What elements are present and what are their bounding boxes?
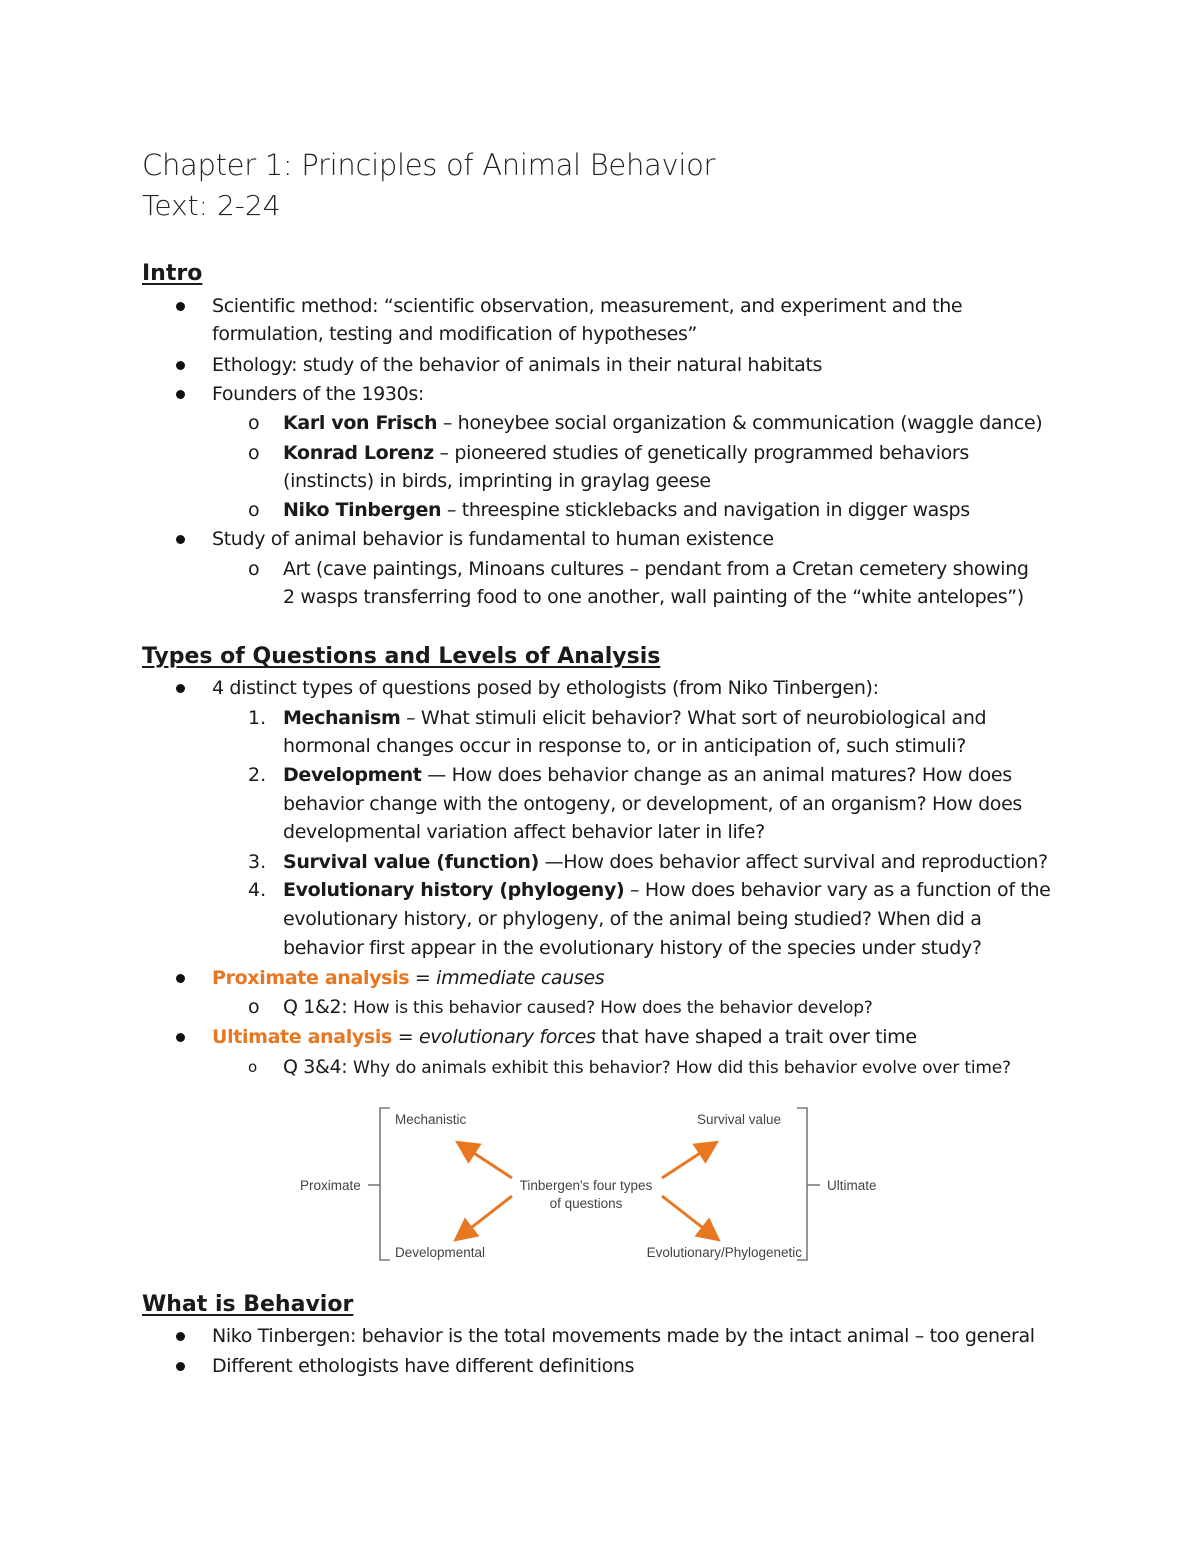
list-number: 1. [248,707,267,729]
types-heading: Types of Questions and Levels of Analysis [142,644,661,669]
sub-bullet-icon: o [248,558,260,580]
bullet-icon [176,302,185,311]
center-label-line2: of questions [549,1196,623,1211]
list-number: 4. [248,879,267,901]
frisch-name: Karl von Frisch [283,412,438,434]
developmental-label: Developmental [395,1245,486,1260]
sub-bullet-icon: o [248,412,260,434]
proximate-term: Proximate analysis [212,967,410,989]
founders-item: Founders of the 1930s: [212,383,424,405]
arrow-to-developmental [458,1196,512,1238]
right-bracket [797,1108,807,1260]
lorenz-name: Konrad Lorenz [283,442,434,464]
study-item: Study of animal behavior is fundamental to human existence [212,528,774,550]
survival-text: —How does behavior affect survival and reproduction? [538,851,1048,873]
ultimate-eq: = [392,1026,419,1048]
art-line2: 2 wasps transferring food to one another, wall painting of the “white antelopes”) [283,586,1024,608]
scientific-method-line2: formulation, testing and modification of hypotheses” [212,323,698,345]
bullet-icon [176,974,185,983]
question-development-line2: behavior change with the ontogeny, or development, of an organism? How does [283,793,1022,815]
question-development-line3: developmental variation affect behavior later in life? [283,821,765,843]
behavior-item-2: Different ethologists have different definitions [212,1355,635,1377]
arrow-to-mechanistic [460,1144,512,1178]
tinbergen-questions-diagram [290,1100,900,1270]
proximate-questions [283,993,873,1022]
art-line1: Art (cave paintings, Minoans cultures – pendant from a Cretan cemetery showing [283,558,1029,580]
founder-lorenz [283,439,969,467]
question-evolutionary-line3: behavior first appear in the evolutionary history of the species under study? [283,937,982,959]
bullet-icon [176,535,185,544]
question-mechanism-line2: hormonal changes occur in response to, or in anticipation of, such stimuli? [283,735,966,757]
distinct-questions-item: 4 distinct types of questions posed by ethologists (from Niko Tinbergen): [212,677,879,699]
development-text: — How does behavior change as an animal matures? How does [421,764,1012,786]
proximate-label: Proximate [300,1178,361,1193]
ethology-definition: Ethology: study of the behavior of animals in their natural habitats [212,354,823,376]
development-term: Development [283,764,422,786]
tinbergen-text: – threespine sticklebacks and navigation in digger wasps [441,499,970,521]
sub-bullet-icon: o [248,1058,258,1076]
proximate-q-text: How is this behavior caused? How does the behavior develop? [352,998,873,1018]
intro-heading: Intro [142,261,203,286]
ultimate-q-text: Why do animals exhibit this behavior? How did this behavior evolve over time? [352,1058,1011,1078]
bullet-icon [176,390,185,399]
list-number: 3. [248,851,267,873]
ultimate-q-label: Q 3&4: [283,1056,353,1078]
lorenz-text: – pioneered studies of genetically programmed behaviors [433,442,969,464]
mechanistic-label: Mechanistic [395,1112,467,1127]
mechanism-text: – What stimuli elicit behavior? What sort of neurobiological and [400,707,987,729]
sub-bullet-icon: o [248,996,260,1018]
question-survival [283,848,1048,876]
ultimate-rest: that have shaped a trait over time [595,1026,917,1048]
behavior-heading: What is Behavior [142,1292,354,1317]
mechanism-term: Mechanism [283,707,401,729]
behavior-item-1: Niko Tinbergen: behavior is the total movements made by the intact animal – too general [212,1325,1035,1347]
ultimate-term: Ultimate analysis [212,1026,392,1048]
list-number: 2. [248,764,267,786]
survival-value-label: Survival value [696,1112,781,1127]
frisch-text: – honeybee social organization & communication (waggle dance) [437,412,1043,434]
question-evolutionary-line2: evolutionary history, or phylogeny, of the animal being studied? When did a [283,908,982,930]
proximate-q-label: Q 1&2: [283,996,353,1018]
ultimate-def: evolutionary forces [418,1026,596,1048]
left-bracket [380,1108,390,1260]
bullet-icon [176,361,185,370]
proximate-eq: = [409,967,437,989]
arrow-to-evolutionary [662,1196,716,1238]
page-subtitle: Text: 2-24 [142,189,281,222]
bullet-icon [176,684,185,693]
evolutionary-term: Evolutionary history (phylogeny) [283,879,625,901]
bullet-icon [176,1362,185,1371]
founder-lorenz-line2: (instincts) in birds, imprinting in graylag geese [283,470,711,492]
question-mechanism [283,704,986,732]
evolutionary-text: – How does behavior vary as a function of the [624,879,1051,901]
sub-bullet-icon: o [248,442,260,464]
founder-frisch [283,409,1042,437]
bullet-icon [176,1332,185,1341]
proximate-analysis-item [212,964,604,992]
ultimate-questions [283,1053,1011,1082]
ultimate-label: Ultimate [827,1178,877,1193]
survival-term: Survival value (function) [283,851,539,873]
founder-tinbergen [283,496,970,524]
ultimate-analysis-item [212,1023,917,1051]
proximate-def: immediate causes [436,967,605,989]
page-title: Chapter 1: Principles of Animal Behavior [142,148,716,182]
tinbergen-name: Niko Tinbergen [283,499,442,521]
center-label-line1: Tinbergen's four types [519,1178,653,1193]
question-evolutionary [283,876,1050,904]
arrow-to-survival [662,1144,714,1178]
bullet-icon [176,1033,185,1042]
sub-bullet-icon: o [248,499,260,521]
scientific-method-line1: Scientific method: “scientific observation, measurement, and experiment and the [212,295,963,317]
evolutionary-phylogenetic-label: Evolutionary/Phylogenetic [646,1245,802,1260]
question-development [283,761,1012,789]
